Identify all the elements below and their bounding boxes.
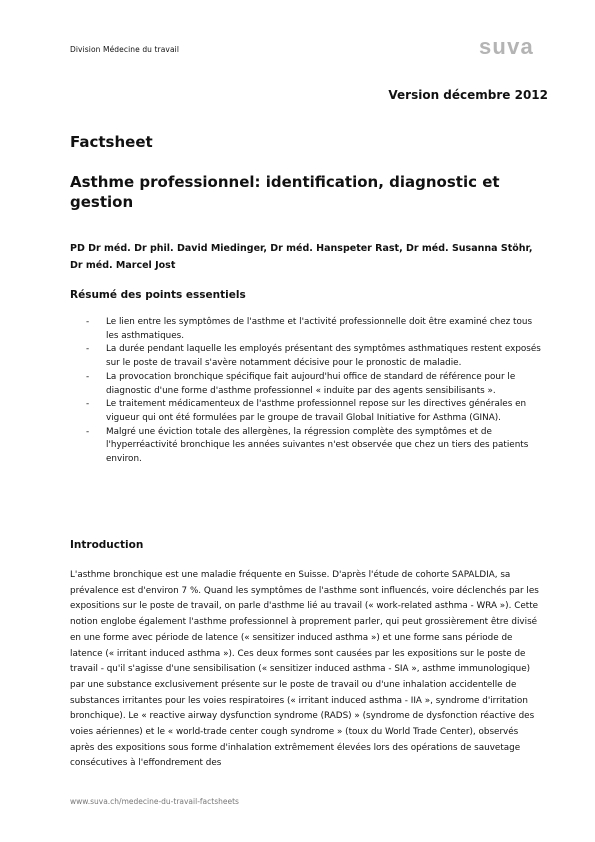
summary-item (86, 316, 543, 343)
document-title: Asthme professionnel: identification, diagnostic et gestion (70, 173, 500, 211)
bullet-dash: - (86, 317, 90, 327)
summary-item (86, 371, 543, 398)
version-date: Version décembre 2012 (388, 88, 548, 102)
summary-item-text: La provocation bronchique spécifique fait aujourd'hui office de standard de référence pour le diagnostic d'une forme d'asthme professionnel « induite par des agents sensibilisants ». (106, 371, 516, 396)
bullet-dash: - (86, 344, 90, 355)
footer-url[interactable]: www.suva.ch/medecine-du-travail-factsheets (70, 797, 239, 806)
summary-item (86, 343, 543, 370)
summary-heading: Résumé des points essentiels (70, 289, 246, 301)
introduction-paragraph: L'asthme bronchique est une maladie fréquente en Suisse. D'après l'étude de cohorte SAPALDIA, sa prévalence est d'environ 7 %. Quand les symptômes de l'asthme sont influencés, voire déclenchés par les expositions sur le poste de travail, on parle d'asthme lié au travail (« work-related asthma - WRA »). Cette notion englobe également l'asthme professionnel à proprement parler, qui peut grossièrement être divisé en une forme avec période de latence (« sensitizer induced asthma ») et une forme sans période de latence (« irritant induced asthma »). Ces deux formes sont causées par les expositions sur le poste de travail - qu'il s'agisse d'une sensibilisation (« sensitizer induced asthma - SIA », asthme immunologique) par une substance exclusivement présente sur le poste de travail ou d'une inhalation accidentelle de substances irritantes pour les voies respiratoires (« irritant induced asthma - IIA », syndrome d'irritation bronchique). Le « reactive airway dysfunction syndrome (RADS) » (syndrome de dysfonction réactive des voies aériennes) et le « world-trade center cough syndrome » (toux du World Trade Center), observés après des expositions sous forme d'inhalation extrêmement élevées lors des opérations de sauvetage consécutives à l'effondrement des (70, 570, 539, 769)
bullet-dash: - (86, 399, 90, 410)
department-name: Division Médecine du travail (70, 45, 180, 54)
bullet-dash: - (86, 426, 90, 437)
summary-item (86, 398, 543, 425)
summary-item-text: Malgré une éviction totale des allergènes, la régression complète des symptômes et de l'hyperréactivité bronchique les années suivantes n'est observée que chez un tiers des patients environ. (106, 426, 529, 465)
bullet-dash: - (86, 371, 90, 382)
summary-item (86, 426, 543, 467)
authors-line: PD Dr méd. Dr phil. David Miedinger, Dr méd. Hanspeter Rast, Dr méd. Susanna Stöhr, Dr méd. Marcel Jost (70, 243, 533, 271)
summary-list (86, 316, 543, 467)
summary-item-text: La durée pendant laquelle les employés présentant des symptômes asthmatiques restent exposés sur le poste de travail s'avère notamment décisive pour le pronostic de maladie. (106, 344, 541, 369)
document-type-heading: Factsheet (70, 133, 153, 151)
summary-item-text: Le traitement médicamenteux de l'asthme professionnel repose sur les directives générales en vigueur qui ont été formulées par le groupe de travail Global Initiative for Asthma (GINA). (106, 399, 527, 423)
introduction-heading: Introduction (70, 539, 144, 551)
summary-item-text: Le lien entre les symptômes de l'asthme et l'activité professionnelle doit être examiné chez tous les asthmatiques. (106, 317, 533, 341)
suva-logo: suva (479, 34, 534, 59)
